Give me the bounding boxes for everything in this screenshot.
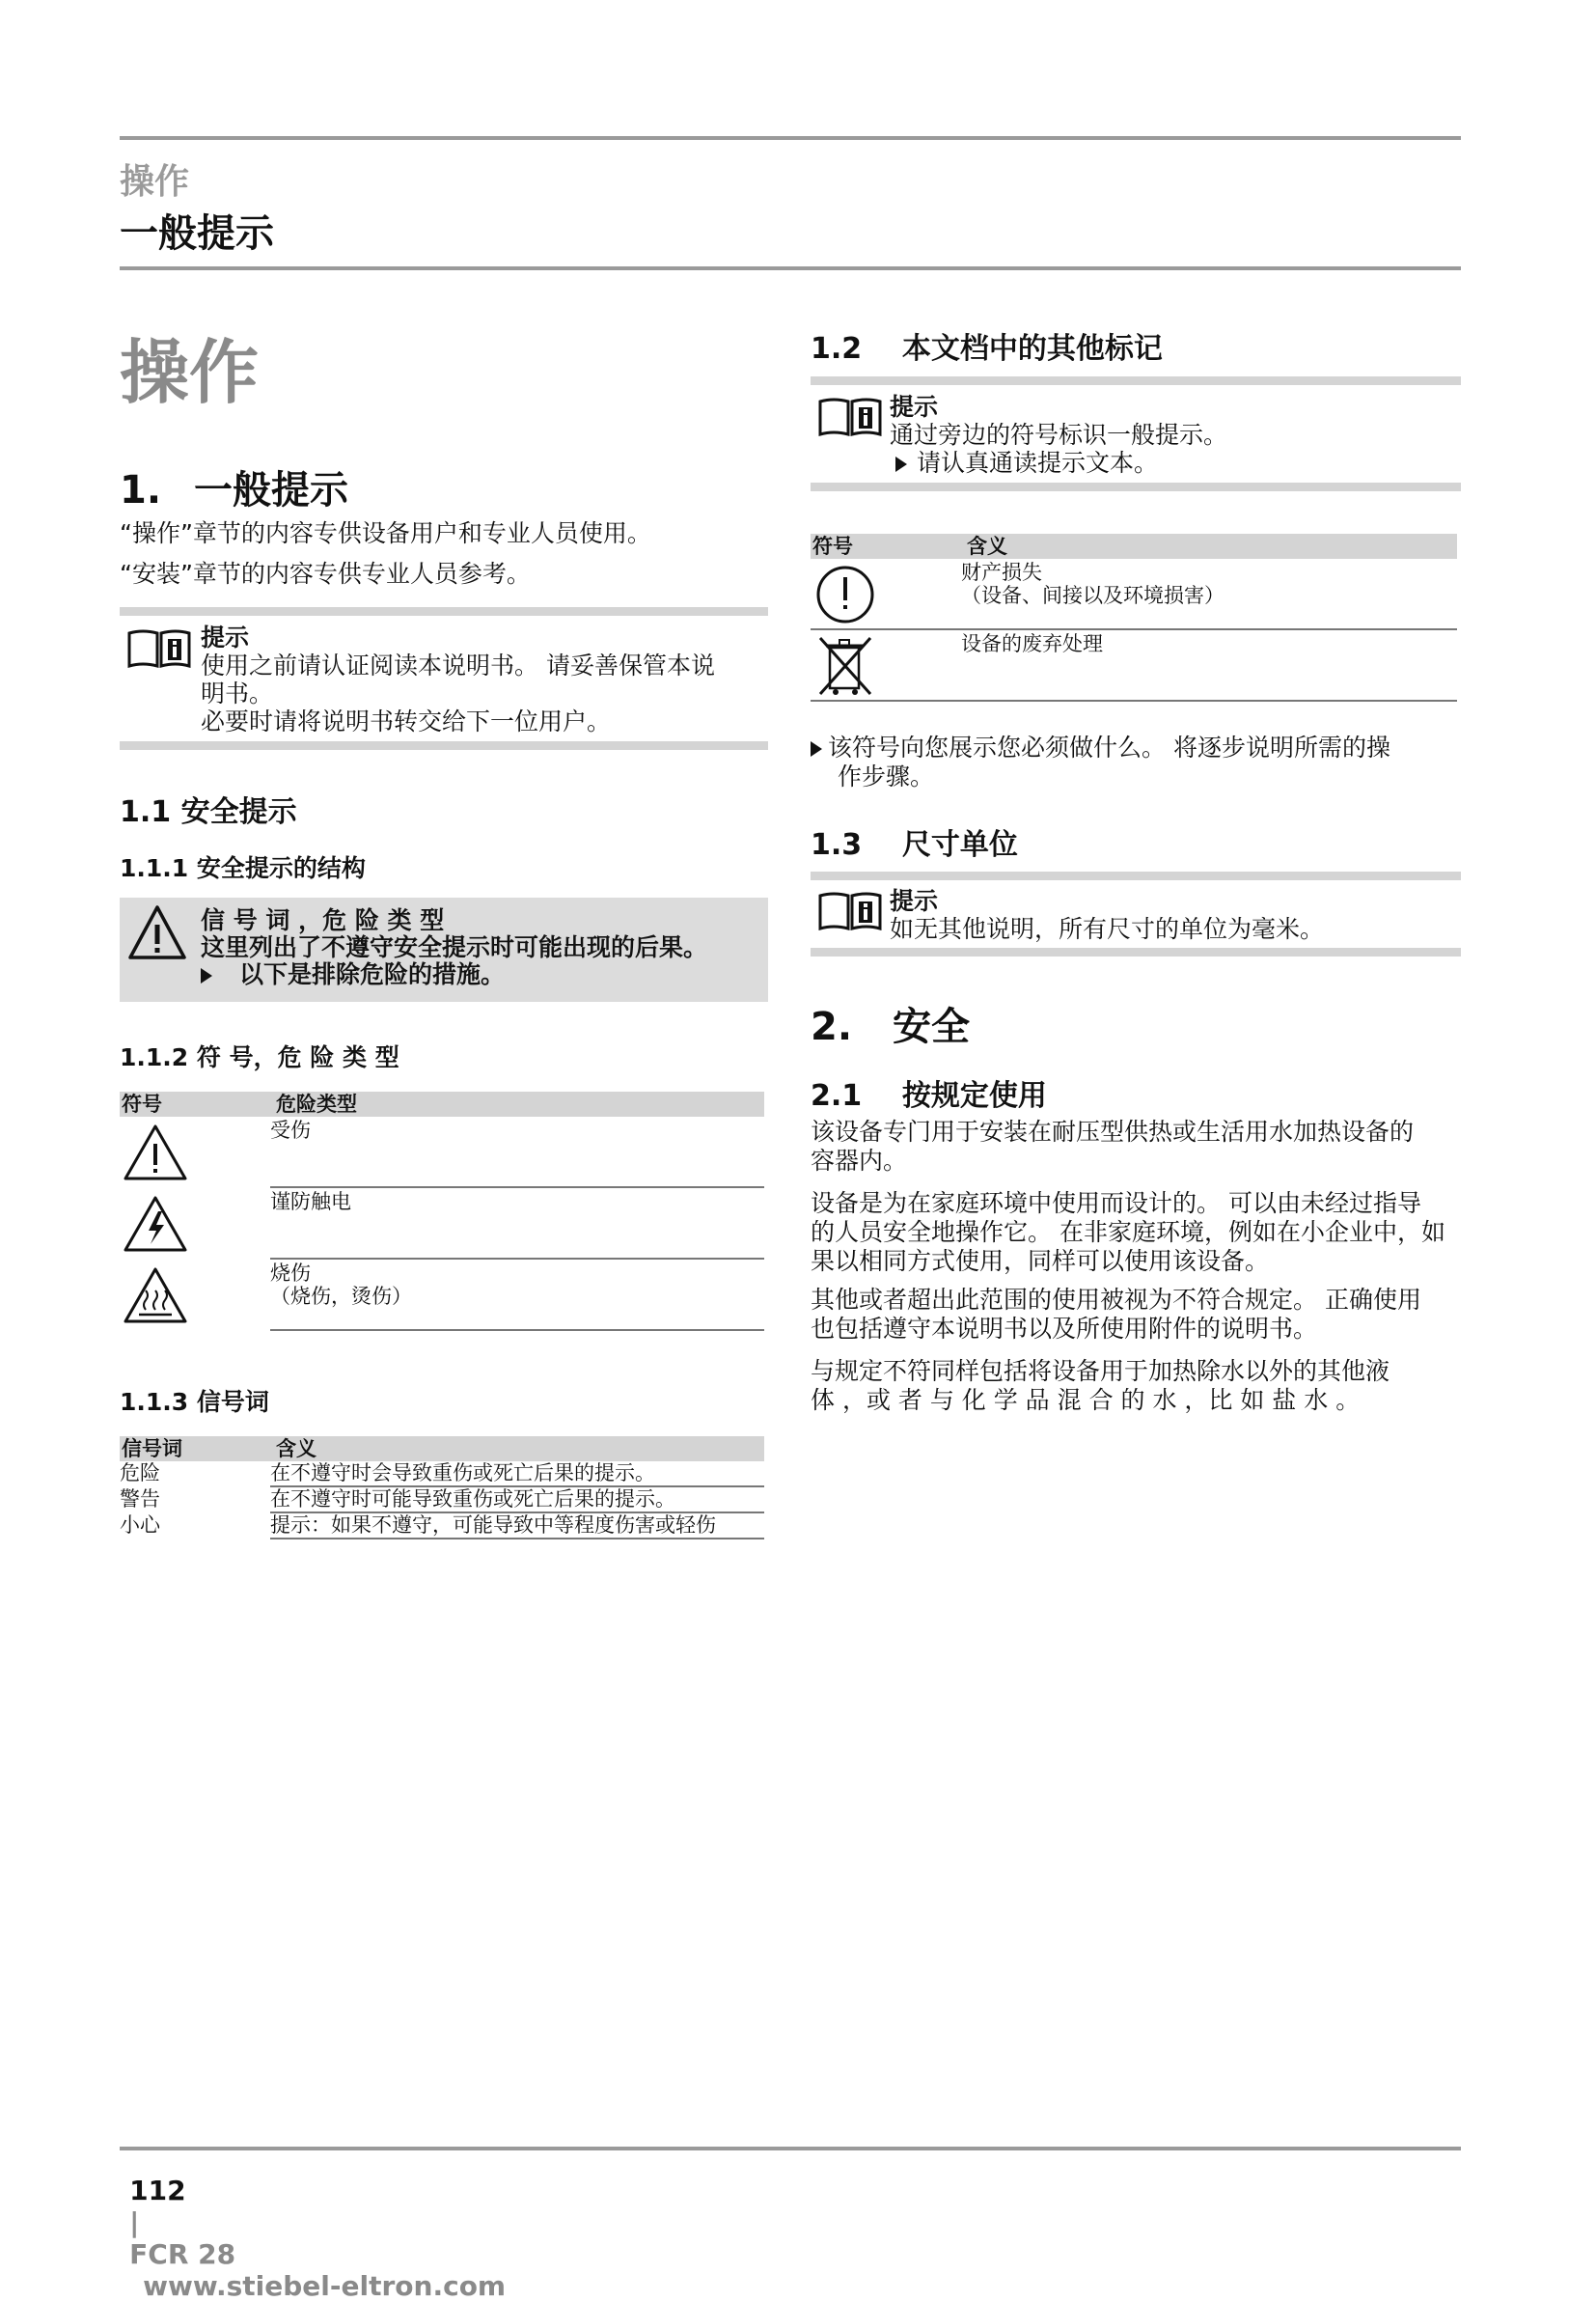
- footer-model: FCR 28: [129, 2238, 236, 2270]
- footer-url[interactable]: www.stiebel-eltron.com: [143, 2270, 507, 2302]
- section-1-heading: [120, 459, 348, 514]
- intro-paragraph-2: “安装”章节的内容专供专业人员参考。: [120, 560, 531, 588]
- step-instruction: 该符号向您展示您必须做什么。 将逐步说明所需的操 作步骤。: [811, 734, 1467, 791]
- exclamation-circle-icon: [814, 563, 882, 626]
- header-title: 一般提示: [120, 211, 274, 256]
- note-1-line-3: 必要时请将说明书转交给下一位用户。: [201, 707, 612, 735]
- table-row: [811, 559, 1457, 630]
- note-1-line-1: 使用之前请认证阅读本说明书。 请妥善保管本说: [201, 652, 715, 680]
- hot-surface-icon: [122, 1265, 189, 1325]
- section-1-3-heading: 1.3 尺寸单位: [811, 828, 1018, 862]
- signal-meaning: 提示：如果不遵守，可能导致中等程度伤害或轻伤: [270, 1513, 764, 1539]
- section-2-1-heading: 2.1 按规定使用: [811, 1079, 1047, 1113]
- hazard-electric-shock: 谨防触电: [270, 1190, 351, 1213]
- note-1-line-2: 明书。: [201, 680, 274, 707]
- symbol-table-header: [811, 534, 1457, 559]
- note-bottom-bar: [811, 483, 1461, 491]
- signal-word-table: [120, 1436, 764, 1539]
- signal-col-word: 信号词: [120, 1436, 274, 1461]
- note-2-line-2: 请认真通读提示文本。: [895, 449, 1158, 477]
- usage-paragraph-1: 该设备专门用于安装在耐压型供热或生活用水加热设备的 容器内。: [811, 1118, 1415, 1175]
- table-row: [120, 1513, 764, 1539]
- note-bottom-bar: [811, 948, 1461, 957]
- symbol-property-damage: 财产损失: [961, 561, 1042, 584]
- usage-paragraph-4: 与规定不符同样包括将设备用于加热除水以外的其他液 体 ，或 者 与 化 学 品 混 合 的 水 ，比 如 盐 水 。: [811, 1357, 1390, 1414]
- note-top-bar: [120, 607, 768, 616]
- crossed-bin-icon: [814, 632, 882, 700]
- info-book-icon: [816, 890, 884, 932]
- section-1-2-heading: 1.2 本文档中的其他标记: [811, 332, 1163, 366]
- note-3-title: 提示: [890, 887, 939, 915]
- chapter-title: 操作: [120, 332, 260, 413]
- signal-word: 小心: [120, 1513, 160, 1537]
- warning-signal-word: 信 号 词 ，危 险 类 型: [201, 906, 445, 934]
- usage-paragraph-3: 其他或者超出此范围的使用被视为不符合规定。 正确使用 也包括遵守本说明书以及所使用附件的说明书。: [811, 1286, 1421, 1343]
- symbol-property-damage-detail: （设备、间接以及环境损害）: [961, 584, 1225, 607]
- header-top-rule: [120, 136, 1461, 140]
- intro-paragraph-1: “操作”章节的内容专供设备用户和专业人员使用。: [120, 519, 651, 547]
- signal-meaning: 在不遵守时可能导致重伤或死亡后果的提示。: [270, 1487, 764, 1513]
- footer-separator: |: [129, 2206, 140, 2238]
- signal-table-header: [120, 1436, 764, 1461]
- usage-paragraph-2: 设备是为在家庭环境中使用而设计的。 可以由未经过指导 的人员安全地操作它。 在非家庭环境，例如在小企业中，如 果以相同方式使用，同样可以使用该设备。: [811, 1189, 1445, 1275]
- hazard-table: [120, 1092, 764, 1331]
- section-1-1-2-heading: 1.1.2 符 号，危 险 类 型: [120, 1043, 399, 1071]
- hazard-col-type: 危险类型: [274, 1092, 764, 1117]
- hazard-injury: 受伤: [270, 1119, 311, 1142]
- section-2-number: 2.: [811, 1005, 853, 1049]
- symbol-col-symbol: 符号: [811, 534, 965, 559]
- signal-word: 危险: [120, 1461, 160, 1484]
- step-arrow-icon: [201, 968, 212, 984]
- note-top-bar: [811, 872, 1461, 880]
- table-row: [120, 1461, 764, 1487]
- header-section: 操作: [120, 162, 190, 202]
- hazard-burn: 烧伤: [270, 1262, 311, 1285]
- footer: [120, 2156, 506, 2302]
- symbol-table: [811, 534, 1457, 702]
- electric-shock-icon: [122, 1194, 189, 1254]
- step-arrow-icon: [811, 741, 822, 757]
- table-row: [811, 630, 1457, 702]
- note-1-title: 提示: [201, 624, 250, 652]
- section-1-1-3-heading: 1.1.3 信号词: [120, 1388, 269, 1416]
- warning-triangle-icon: [126, 903, 188, 961]
- section-1-1-1-heading: 1.1.1 安全提示的结构: [120, 854, 366, 882]
- page-number: 112: [129, 2175, 186, 2206]
- section-2-heading: [811, 996, 970, 1051]
- signal-meaning: 在不遵守时会导致重伤或死亡后果的提示。: [270, 1461, 764, 1487]
- section-1-1-heading: 1.1 安全提示: [120, 795, 297, 829]
- section-1-title: 一般提示: [193, 468, 348, 513]
- step-arrow-icon: [895, 457, 907, 472]
- section-1-number: 1.: [120, 468, 162, 513]
- warning-measure: 以下是排除危险的措施。: [201, 961, 505, 988]
- footer-rule: [120, 2147, 1461, 2150]
- hazard-col-symbol: 符号: [120, 1092, 274, 1117]
- hazard-burn-detail: （烧伤，烫伤）: [270, 1285, 412, 1308]
- signal-word: 警告: [120, 1487, 160, 1511]
- note-top-bar: [811, 376, 1461, 385]
- signal-col-meaning: 含义: [274, 1436, 764, 1461]
- note-3-line-1: 如无其他说明，所有尺寸的单位为毫米。: [890, 915, 1325, 943]
- note-bottom-bar: [120, 741, 768, 750]
- hazard-table-header: [120, 1092, 764, 1117]
- table-row: [120, 1260, 764, 1331]
- section-2-title: 安全: [892, 1005, 970, 1049]
- warning-triangle-icon: [122, 1123, 189, 1182]
- info-book-icon: [125, 627, 193, 670]
- header-bottom-rule: [120, 266, 1461, 270]
- info-book-icon: [816, 396, 884, 438]
- warning-consequence: 这里列出了不遵守安全提示时可能出现的后果。: [201, 933, 708, 961]
- table-row: [120, 1188, 764, 1260]
- symbol-disposal: 设备的废弃处理: [961, 632, 1103, 655]
- note-2-title: 提示: [890, 393, 939, 421]
- table-row: [120, 1117, 764, 1188]
- symbol-col-meaning: 含义: [965, 534, 1457, 559]
- note-2-line-1: 通过旁边的符号标识一般提示。: [890, 421, 1228, 449]
- table-row: [120, 1487, 764, 1513]
